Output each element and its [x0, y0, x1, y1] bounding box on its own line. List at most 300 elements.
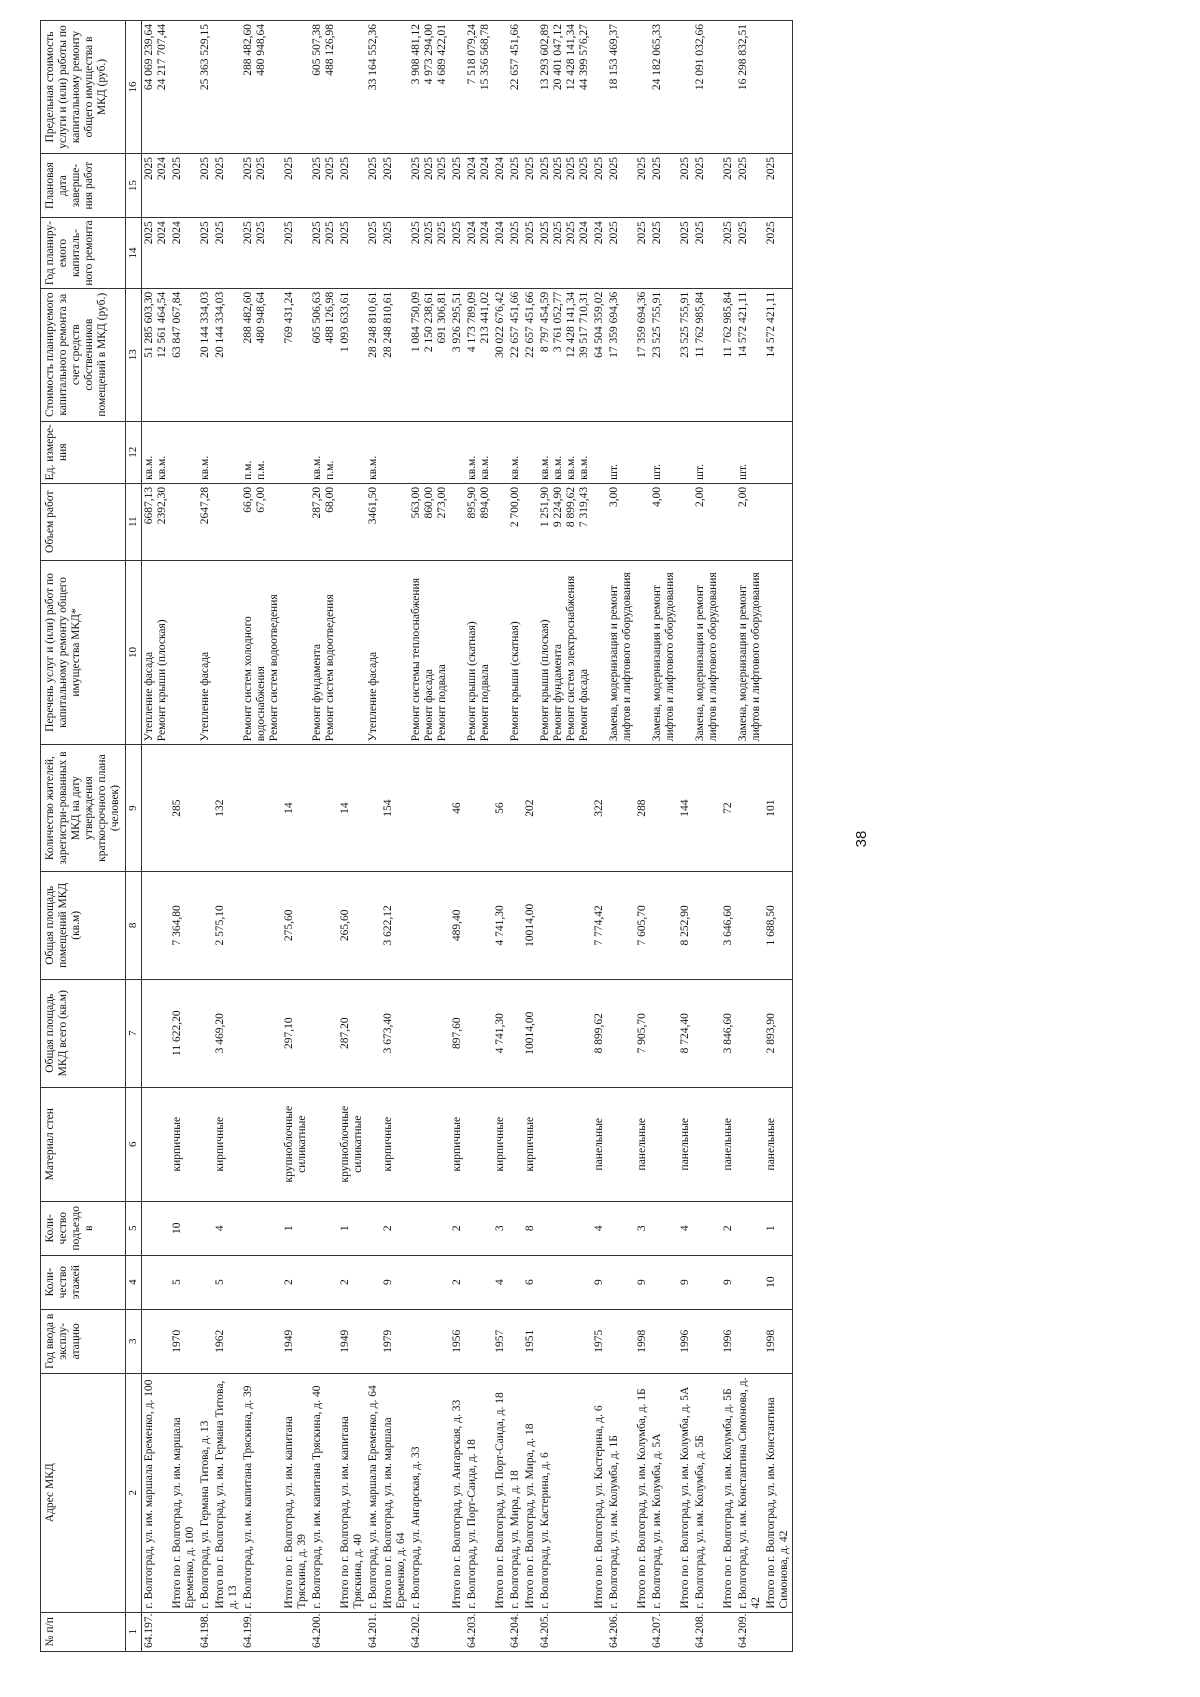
cell-line: 20 401 047,12	[552, 24, 564, 91]
cell-col-11	[241, 483, 282, 560]
table-row	[198, 21, 213, 1652]
cell-line: 2025	[255, 221, 267, 245]
cell-col-5	[198, 1201, 213, 1255]
table-row	[693, 21, 721, 1652]
cell-col-13	[213, 288, 241, 421]
cell-col-2	[381, 1373, 409, 1612]
cell-line: Утепление фасада	[199, 651, 211, 742]
cell-col-2	[678, 1373, 693, 1612]
cell-col-5: 1	[764, 1201, 793, 1255]
cell-col-1	[592, 1612, 607, 1651]
cell-col-1	[493, 1612, 508, 1651]
cell-col-6	[607, 1087, 635, 1201]
cell-col-11	[721, 483, 736, 560]
cell-line: 4 173 789,09	[466, 291, 478, 353]
cell-col-9	[607, 745, 635, 872]
cell-line: 24 182 065,33	[651, 24, 663, 91]
cell-col-10	[465, 560, 493, 745]
cell-col-2	[366, 1373, 381, 1612]
cell-col-14	[170, 218, 198, 289]
cell-col-1: 64.201.	[366, 1612, 381, 1651]
cell-col-8: 7 364,80	[170, 871, 198, 979]
cell-col-9: 202	[523, 745, 538, 872]
cell-line: 44 399 576,27	[578, 24, 590, 91]
header-row	[41, 21, 126, 1652]
cell-col-15	[678, 153, 693, 217]
cell-col-4: 6	[523, 1255, 538, 1309]
cell-col-8: 8 252,90	[678, 871, 693, 979]
cell-line: 2025	[565, 156, 577, 180]
cell-col-12	[465, 421, 493, 483]
cell-line: 287,20	[311, 486, 323, 519]
cell-col-3	[465, 1309, 493, 1373]
cell-col-13	[142, 288, 171, 421]
cell-line: 2,00	[694, 486, 706, 507]
cell-col-5	[241, 1201, 282, 1255]
cell-line: 2025	[311, 156, 323, 180]
cell-col-6	[310, 1087, 338, 1201]
cell-line: панельные	[679, 1117, 691, 1171]
cell-col-7: 10014,00	[523, 979, 538, 1087]
cell-col-12	[450, 421, 465, 483]
cell-line: 17 359 694,36	[636, 291, 648, 358]
cell-col-5: 2	[381, 1201, 409, 1255]
cell-col-16	[241, 21, 282, 154]
cell-col-4: 10	[764, 1255, 793, 1309]
cell-col-6	[721, 1087, 736, 1201]
cell-col-4	[310, 1255, 338, 1309]
cell-col-4	[198, 1255, 213, 1309]
cell-col-6	[282, 1087, 310, 1201]
cell-line: 3,00	[608, 486, 620, 507]
cell-col-10	[381, 560, 409, 745]
cell-col-15	[607, 153, 635, 217]
table-row	[366, 21, 381, 1652]
cell-col-16	[635, 21, 650, 154]
cell-line: 1 251,90	[539, 486, 551, 528]
cell-line: Ремонт системы теплоснабжения	[410, 577, 422, 742]
cell-col-4	[693, 1255, 721, 1309]
cell-col-3: 1996	[678, 1309, 693, 1373]
cell-line: 2025	[324, 221, 336, 245]
cell-col-8	[310, 871, 338, 979]
cell-col-8: 7 774,42	[592, 871, 607, 979]
cell-line: 488 126,98	[324, 24, 336, 76]
table-row	[409, 21, 450, 1652]
cell-col-6	[213, 1087, 241, 1201]
table-row	[241, 21, 282, 1652]
cell-line: п.м.	[242, 460, 254, 480]
cell-col-5	[607, 1201, 635, 1255]
cell-col-3: 1970	[170, 1309, 198, 1373]
cell-col-11	[366, 483, 381, 560]
cell-line: 2025	[524, 156, 536, 180]
column-header-15: Плановая дата заверше-ния работ	[41, 153, 126, 217]
cell-line: Итого по г. Волгоград, ул. им. Константина Симонова, д. 42	[765, 1397, 790, 1609]
cell-col-2	[241, 1373, 282, 1612]
cell-col-14	[465, 218, 493, 289]
cell-line: 2025	[423, 221, 435, 245]
cell-col-15	[282, 153, 310, 217]
cell-col-2	[721, 1373, 736, 1612]
cell-col-16	[693, 21, 721, 154]
cell-col-16	[310, 21, 338, 154]
cell-line: 2025	[283, 221, 295, 245]
cell-line: 12 091 032,66	[694, 24, 706, 91]
cell-line: Ремонт подвала	[479, 664, 491, 742]
cell-col-11	[338, 483, 366, 560]
cell-col-9: 14	[338, 745, 366, 872]
cell-col-8: 265,60	[338, 871, 366, 979]
cell-line: 2025	[578, 156, 590, 180]
cell-line: 3 761 052,77	[552, 291, 564, 353]
cell-line: 12 561 464,54	[156, 291, 168, 358]
cell-col-15	[736, 153, 764, 217]
cell-line: 1 084 750,09	[410, 291, 422, 353]
cell-col-15	[635, 153, 650, 217]
cell-line: 288 482,60	[242, 24, 254, 76]
cell-col-3	[693, 1309, 721, 1373]
cell-line: Ремонт фундамента	[552, 644, 564, 742]
column-header-6: Материал стен	[41, 1087, 126, 1201]
cell-col-13	[338, 288, 366, 421]
cell-col-9: 46	[450, 745, 465, 872]
cell-line: 2025	[255, 156, 267, 180]
cell-line: 2025	[651, 221, 663, 245]
cell-line: 6687,13	[143, 486, 155, 525]
cell-col-10	[213, 560, 241, 745]
cell-line: Итого по г. Волгоград, ул. Ангарская, д. 33	[451, 1399, 463, 1609]
cell-line: 66,00	[242, 486, 254, 513]
cell-col-6	[635, 1087, 650, 1201]
cell-col-1: 64.200.	[310, 1612, 338, 1651]
cell-line: 22 657 451,66	[509, 291, 521, 358]
cell-col-12	[241, 421, 282, 483]
cell-col-7: 2 893,90	[764, 979, 793, 1087]
cell-line: 13 293 602,89	[539, 24, 551, 91]
cell-line: 2025	[242, 221, 254, 245]
cell-col-8	[198, 871, 213, 979]
cell-col-10	[310, 560, 338, 745]
cell-col-6	[241, 1087, 282, 1201]
cell-line: шт.	[737, 463, 749, 480]
cell-col-13	[381, 288, 409, 421]
cell-col-15	[693, 153, 721, 217]
cell-col-16	[198, 21, 213, 154]
cell-col-4: 9	[721, 1255, 736, 1309]
cell-col-4	[736, 1255, 764, 1309]
cell-col-7	[736, 979, 764, 1087]
cell-col-4: 9	[381, 1255, 409, 1309]
cell-col-4: 9	[635, 1255, 650, 1309]
cell-col-3: 1996	[721, 1309, 736, 1373]
cell-line: 16 298 832,51	[737, 24, 749, 91]
cell-col-9: 288	[635, 745, 650, 872]
cell-col-9	[508, 745, 523, 872]
cell-col-15	[338, 153, 366, 217]
cell-col-12	[338, 421, 366, 483]
cell-line: кв.м.	[311, 455, 323, 480]
cell-line: Ремонт крыши (плоская)	[539, 619, 551, 742]
cell-col-14	[381, 218, 409, 289]
column-number-row	[126, 21, 142, 1652]
cell-line: 14 572 421,11	[737, 291, 749, 358]
cell-col-16	[338, 21, 366, 154]
cell-line: 25 363 529,15	[199, 24, 211, 91]
cell-line: Итого по г. Волгоград, ул. им. Колумба, д. 5Б	[722, 1388, 734, 1609]
cell-col-10	[409, 560, 450, 745]
cell-col-13	[678, 288, 693, 421]
cell-line: Ремонт систем холодного водоснабжения	[242, 616, 267, 742]
cell-col-3: 1998	[764, 1309, 793, 1373]
cell-col-9: 144	[678, 745, 693, 872]
cell-col-12	[650, 421, 678, 483]
cell-line: 488 126,98	[324, 291, 336, 344]
cell-line: 14 572 421,11	[765, 291, 777, 358]
table-row	[736, 21, 764, 1652]
cell-col-10	[635, 560, 650, 745]
cell-col-14	[450, 218, 465, 289]
cell-col-15	[366, 153, 381, 217]
cell-line: 2025	[451, 156, 463, 180]
cell-col-10	[282, 560, 310, 745]
cell-col-1	[523, 1612, 538, 1651]
cell-line: 2025	[636, 156, 648, 180]
cell-line: 2025	[171, 156, 183, 180]
cell-col-13	[282, 288, 310, 421]
cell-col-14	[650, 218, 678, 289]
column-number-11: 11	[126, 483, 142, 560]
cell-line: 480 948,64	[255, 291, 267, 344]
cell-col-11	[213, 483, 241, 560]
cell-col-14	[523, 218, 538, 289]
table-row	[650, 21, 678, 1652]
cell-col-12	[310, 421, 338, 483]
cell-col-2	[508, 1373, 523, 1612]
cell-line: 39 517 710,31	[578, 291, 590, 358]
cell-col-14	[635, 218, 650, 289]
cell-col-10	[650, 560, 678, 745]
cell-col-1: 64.203.	[465, 1612, 493, 1651]
cell-col-10	[338, 560, 366, 745]
cell-line: 860,00	[423, 486, 435, 519]
cell-col-2	[764, 1373, 793, 1612]
cell-line: Утепление фасада	[143, 651, 155, 742]
column-number-8: 8	[126, 871, 142, 979]
cell-line: кв.м.	[143, 455, 155, 480]
cell-col-1	[635, 1612, 650, 1651]
cell-col-13	[508, 288, 523, 421]
cell-col-5: 1	[282, 1201, 310, 1255]
cell-col-1: 64.208.	[693, 1612, 721, 1651]
cell-line: г. Волгоград, ул. им. капитана Тряскина, д. 40	[311, 1385, 323, 1609]
cell-col-13	[493, 288, 508, 421]
cell-col-7: 3 846,60	[721, 979, 736, 1087]
cell-col-11	[465, 483, 493, 560]
cell-line: 20 144 334,03	[214, 291, 226, 358]
cell-col-2	[282, 1373, 310, 1612]
cell-col-15	[523, 153, 538, 217]
cell-col-9: 101	[764, 745, 793, 872]
cell-col-5	[693, 1201, 721, 1255]
cell-col-14	[607, 218, 635, 289]
column-header-11: Объем работ	[41, 483, 126, 560]
cell-col-16	[508, 21, 523, 154]
cell-line: 2025	[436, 221, 448, 245]
cell-col-9	[366, 745, 381, 872]
total-row	[678, 21, 693, 1652]
cell-col-15	[241, 153, 282, 217]
cell-col-11	[764, 483, 793, 560]
cell-col-3: 1962	[213, 1309, 241, 1373]
cell-line: 2025	[367, 156, 379, 180]
cell-col-16	[764, 21, 793, 154]
cell-line: 2025	[722, 156, 734, 180]
cell-col-11	[650, 483, 678, 560]
cell-col-16	[650, 21, 678, 154]
cell-line: 18 153 469,37	[608, 24, 620, 91]
cell-line: 2025	[436, 156, 448, 180]
cell-col-15	[213, 153, 241, 217]
cell-col-14	[592, 218, 607, 289]
cell-col-9	[465, 745, 493, 872]
cell-col-14	[721, 218, 736, 289]
cell-col-3: 1951	[523, 1309, 538, 1373]
cell-line: 3 926 295,51	[451, 291, 463, 353]
cell-line: 563,00	[410, 486, 422, 519]
cell-col-13	[721, 288, 736, 421]
cell-line: Ремонт систем водоотведения	[268, 594, 280, 742]
column-number-12: 12	[126, 421, 142, 483]
cell-col-15	[493, 153, 508, 217]
cell-col-8: 3 646,60	[721, 871, 736, 979]
cell-col-2	[213, 1373, 241, 1612]
cell-col-4	[241, 1255, 282, 1309]
cell-col-14	[678, 218, 693, 289]
cell-line: Ремонт крыши (скатная)	[509, 621, 521, 742]
cell-col-10	[764, 560, 793, 745]
cell-col-12	[592, 421, 607, 483]
cell-line: 12 428 141,34	[565, 291, 577, 358]
cell-line: Ремонт крыши (скатная)	[466, 621, 478, 742]
cell-col-8	[142, 871, 171, 979]
cell-line: 2025	[451, 221, 463, 245]
cell-col-10	[170, 560, 198, 745]
cell-line: 2024	[593, 221, 605, 245]
cell-col-15	[592, 153, 607, 217]
cell-line: кирпичные	[214, 1116, 226, 1172]
cell-col-15	[508, 153, 523, 217]
cell-col-12	[678, 421, 693, 483]
cell-col-12	[282, 421, 310, 483]
cell-line: 64 504 359,02	[593, 291, 605, 358]
cell-col-15	[450, 153, 465, 217]
cell-col-3	[409, 1309, 450, 1373]
cell-line: 22 657 451,66	[524, 291, 536, 358]
cell-col-7	[198, 979, 213, 1087]
cell-col-16	[366, 21, 381, 154]
cell-line: 11 762 985,84	[694, 291, 706, 358]
cell-line: 2025	[143, 156, 155, 180]
cell-line: 2025	[339, 221, 351, 245]
cell-col-4	[508, 1255, 523, 1309]
cell-col-12	[736, 421, 764, 483]
cell-line: г. Волгоград, ул. Кастерина, д. 6	[539, 1452, 551, 1609]
cell-col-7	[538, 979, 592, 1087]
cell-line: г. Волгоград, ул. им. Константина Симонова, д. 42	[737, 1377, 762, 1609]
column-number-16: 16	[126, 21, 142, 154]
cell-col-3: 1998	[635, 1309, 650, 1373]
cell-line: 2025	[608, 156, 620, 180]
cell-col-5	[508, 1201, 523, 1255]
cell-col-7: 297,10	[282, 979, 310, 1087]
cell-col-3: 1975	[592, 1309, 607, 1373]
cell-col-13	[198, 288, 213, 421]
column-header-7: Общая площадь МКД всего (кв.м)	[41, 979, 126, 1087]
cell-col-2	[538, 1373, 592, 1612]
cell-col-7	[693, 979, 721, 1087]
cell-col-14	[366, 218, 381, 289]
cell-line: 3461,50	[367, 486, 379, 525]
column-header-14: Год планиру-емого капиталь-ного ремонта	[41, 218, 126, 289]
cell-col-8: 2 575,10	[213, 871, 241, 979]
cell-col-14	[310, 218, 338, 289]
cell-col-15	[310, 153, 338, 217]
cell-col-7	[508, 979, 523, 1087]
column-header-13: Стоимость планируемого капитального ремонта за счет средств собственников помещений в МКД (руб.)	[41, 288, 126, 421]
cell-col-12	[213, 421, 241, 483]
column-header-1: № п/п	[41, 1612, 126, 1651]
cell-col-14	[282, 218, 310, 289]
cell-col-7: 8 899,62	[592, 979, 607, 1087]
cell-col-13	[635, 288, 650, 421]
cell-col-8	[465, 871, 493, 979]
cell-line: 2025	[722, 221, 734, 245]
cell-col-4: 2	[338, 1255, 366, 1309]
cell-col-3: 1949	[338, 1309, 366, 1373]
cell-line: 2024	[171, 221, 183, 245]
cell-col-6	[338, 1087, 366, 1201]
cell-line: 68,00	[324, 486, 336, 513]
cell-line: 4 689 422,01	[436, 24, 448, 85]
cell-col-9	[650, 745, 678, 872]
cell-line: кв.м.	[539, 455, 551, 480]
cell-col-6	[409, 1087, 450, 1201]
cell-col-7: 7 905,70	[635, 979, 650, 1087]
cell-col-6	[678, 1087, 693, 1201]
cell-col-11	[538, 483, 592, 560]
cell-line: г. Волгоград, ул. Ангарская, д. 33	[410, 1446, 422, 1609]
cell-col-10	[241, 560, 282, 745]
cell-col-15	[198, 153, 213, 217]
cell-col-7	[607, 979, 635, 1087]
table-row	[465, 21, 493, 1652]
cell-line: 894,00	[479, 486, 491, 519]
total-row	[381, 21, 409, 1652]
cell-line: г. Волгоград, ул. им. Колумба, д. 5Б	[694, 1435, 706, 1609]
cell-line: Ремонт подвала	[436, 664, 448, 742]
cell-line: Замена, модернизация и ремонт лифтов и лифтового оборудования	[608, 572, 633, 742]
cell-col-11	[508, 483, 523, 560]
cell-line: 2025	[214, 221, 226, 245]
table-row	[538, 21, 592, 1652]
cell-col-8	[241, 871, 282, 979]
cell-line: Замена, модернизация и ремонт лифтов и лифтового оборудования	[737, 572, 762, 742]
cell-col-6	[493, 1087, 508, 1201]
cell-line: 2025	[311, 221, 323, 245]
cell-line: 1 093 633,61	[339, 291, 351, 353]
cell-line: Итого по г. Волгоград, ул. им. капитана Тряскина, д. 40	[339, 1416, 364, 1609]
